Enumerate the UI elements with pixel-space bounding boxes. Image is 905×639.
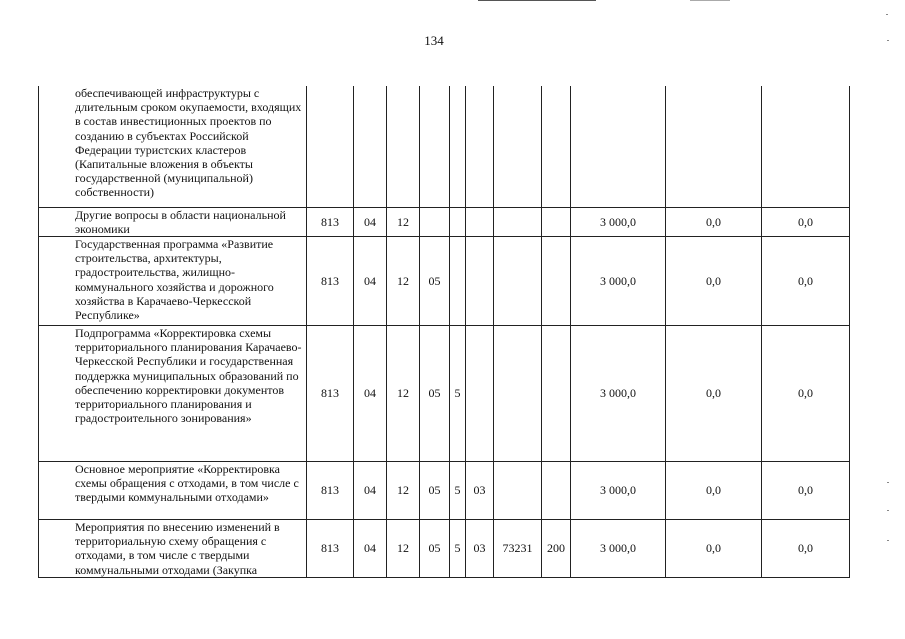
sum-col-1: 3 000,0 bbox=[571, 519, 666, 577]
subsection-code: 12 bbox=[387, 519, 420, 577]
sum-col-3 bbox=[762, 86, 850, 207]
sum-col-2: 0,0 bbox=[666, 207, 762, 236]
direction-code bbox=[494, 207, 542, 236]
table-row bbox=[39, 519, 850, 577]
sum-col-1: 3 000,0 bbox=[571, 236, 666, 325]
expense-type-code: 200 bbox=[542, 519, 571, 577]
main-event-code bbox=[466, 86, 494, 207]
subsection-code: 12 bbox=[387, 207, 420, 236]
sum-col-1: 3 000,0 bbox=[571, 325, 666, 461]
subprogram-code: 5 bbox=[450, 325, 466, 461]
sum-col-1: 3 000,0 bbox=[571, 207, 666, 236]
section-code bbox=[354, 86, 387, 207]
page-number: 134 bbox=[424, 33, 444, 48]
table-row bbox=[39, 207, 850, 236]
subsection-code: 12 bbox=[387, 325, 420, 461]
subprogram-code bbox=[450, 236, 466, 325]
row-name: обеспечивающей инфраструктуры с длительным сроком окупаемости, входящих в состав инвестиционных проектов по созданию в субъектах Российской Федерации туристских кластеров (Капитальные вложения в объекты государственной (муниципальной) собственности) bbox=[39, 86, 307, 207]
subprogram-code: 5 bbox=[450, 461, 466, 519]
direction-code bbox=[494, 86, 542, 207]
main-event-code bbox=[466, 236, 494, 325]
subsection-code: 12 bbox=[387, 236, 420, 325]
row-name: Подпрограмма «Корректировка схемы территориального планирования Карачаево-Черкесской Республики и государственная поддержка муниципальных образований по обеспечению корректировки документов территориального планирования и градостроительного зонирования» bbox=[39, 325, 307, 461]
sum-col-3: 0,0 bbox=[762, 236, 850, 325]
subprogram-code: 5 bbox=[450, 519, 466, 577]
expense-type-code bbox=[542, 325, 571, 461]
program-code bbox=[420, 86, 450, 207]
direction-code: 73231 bbox=[494, 519, 542, 577]
section-code: 04 bbox=[354, 236, 387, 325]
ministry-code bbox=[307, 86, 354, 207]
sum-col-1 bbox=[571, 86, 666, 207]
subsection-code: 12 bbox=[387, 461, 420, 519]
ministry-code: 813 bbox=[307, 519, 354, 577]
sum-col-2: 0,0 bbox=[666, 519, 762, 577]
sum-col-2: 0,0 bbox=[666, 461, 762, 519]
scan-speck bbox=[887, 540, 889, 541]
section-code: 04 bbox=[354, 207, 387, 236]
expense-type-code bbox=[542, 207, 571, 236]
section-code: 04 bbox=[354, 461, 387, 519]
sum-col-3: 0,0 bbox=[762, 519, 850, 577]
subprogram-code bbox=[450, 207, 466, 236]
row-name: Мероприятия по внесению изменений в территориальную схему обращения с отходами, в том числе с твердыми коммунальными отходами (Закупка bbox=[39, 519, 307, 577]
row-name: Другие вопросы в области национальной экономики bbox=[39, 207, 307, 236]
subprogram-code bbox=[450, 86, 466, 207]
program-code: 05 bbox=[420, 519, 450, 577]
main-event-code bbox=[466, 325, 494, 461]
program-code: 05 bbox=[420, 325, 450, 461]
ministry-code: 813 bbox=[307, 461, 354, 519]
main-event-code: 03 bbox=[466, 519, 494, 577]
scan-speck bbox=[887, 482, 889, 483]
program-code: 05 bbox=[420, 461, 450, 519]
sum-col-1: 3 000,0 bbox=[571, 461, 666, 519]
sum-col-2 bbox=[666, 86, 762, 207]
row-name: Государственная программа «Развитие строительства, архитектуры, градостроительства, жилищно-коммунального хозяйства и дорожного хозяйства в Карачаево-Черкесской Республике» bbox=[39, 236, 307, 325]
sum-col-2: 0,0 bbox=[666, 325, 762, 461]
scan-speck bbox=[886, 14, 888, 15]
expense-type-code bbox=[542, 86, 571, 207]
section-code: 04 bbox=[354, 325, 387, 461]
main-event-code: 03 bbox=[466, 461, 494, 519]
table-row bbox=[39, 236, 850, 325]
scan-edge-line bbox=[478, 0, 596, 1]
sum-col-3: 0,0 bbox=[762, 325, 850, 461]
ministry-code: 813 bbox=[307, 236, 354, 325]
budget-table-body bbox=[39, 86, 850, 577]
ministry-code: 813 bbox=[307, 325, 354, 461]
table-row bbox=[39, 325, 850, 461]
main-event-code bbox=[466, 207, 494, 236]
section-code: 04 bbox=[354, 519, 387, 577]
ministry-code: 813 bbox=[307, 207, 354, 236]
scan-edge-line bbox=[690, 0, 730, 1]
direction-code bbox=[494, 325, 542, 461]
program-code: 05 bbox=[420, 236, 450, 325]
expense-type-code bbox=[542, 236, 571, 325]
program-code bbox=[420, 207, 450, 236]
direction-code bbox=[494, 236, 542, 325]
scan-speck bbox=[887, 40, 889, 41]
sum-col-3: 0,0 bbox=[762, 461, 850, 519]
sum-col-2: 0,0 bbox=[666, 236, 762, 325]
table-row bbox=[39, 86, 850, 207]
expense-type-code bbox=[542, 461, 571, 519]
direction-code bbox=[494, 461, 542, 519]
scan-speck bbox=[887, 510, 889, 511]
table-row bbox=[39, 461, 850, 519]
sum-col-3: 0,0 bbox=[762, 207, 850, 236]
subsection-code bbox=[387, 86, 420, 207]
row-name: Основное мероприятие «Корректировка схемы обращения с отходами, в том числе с твердыми коммунальными отходами» bbox=[39, 461, 307, 519]
budget-table bbox=[38, 86, 850, 578]
